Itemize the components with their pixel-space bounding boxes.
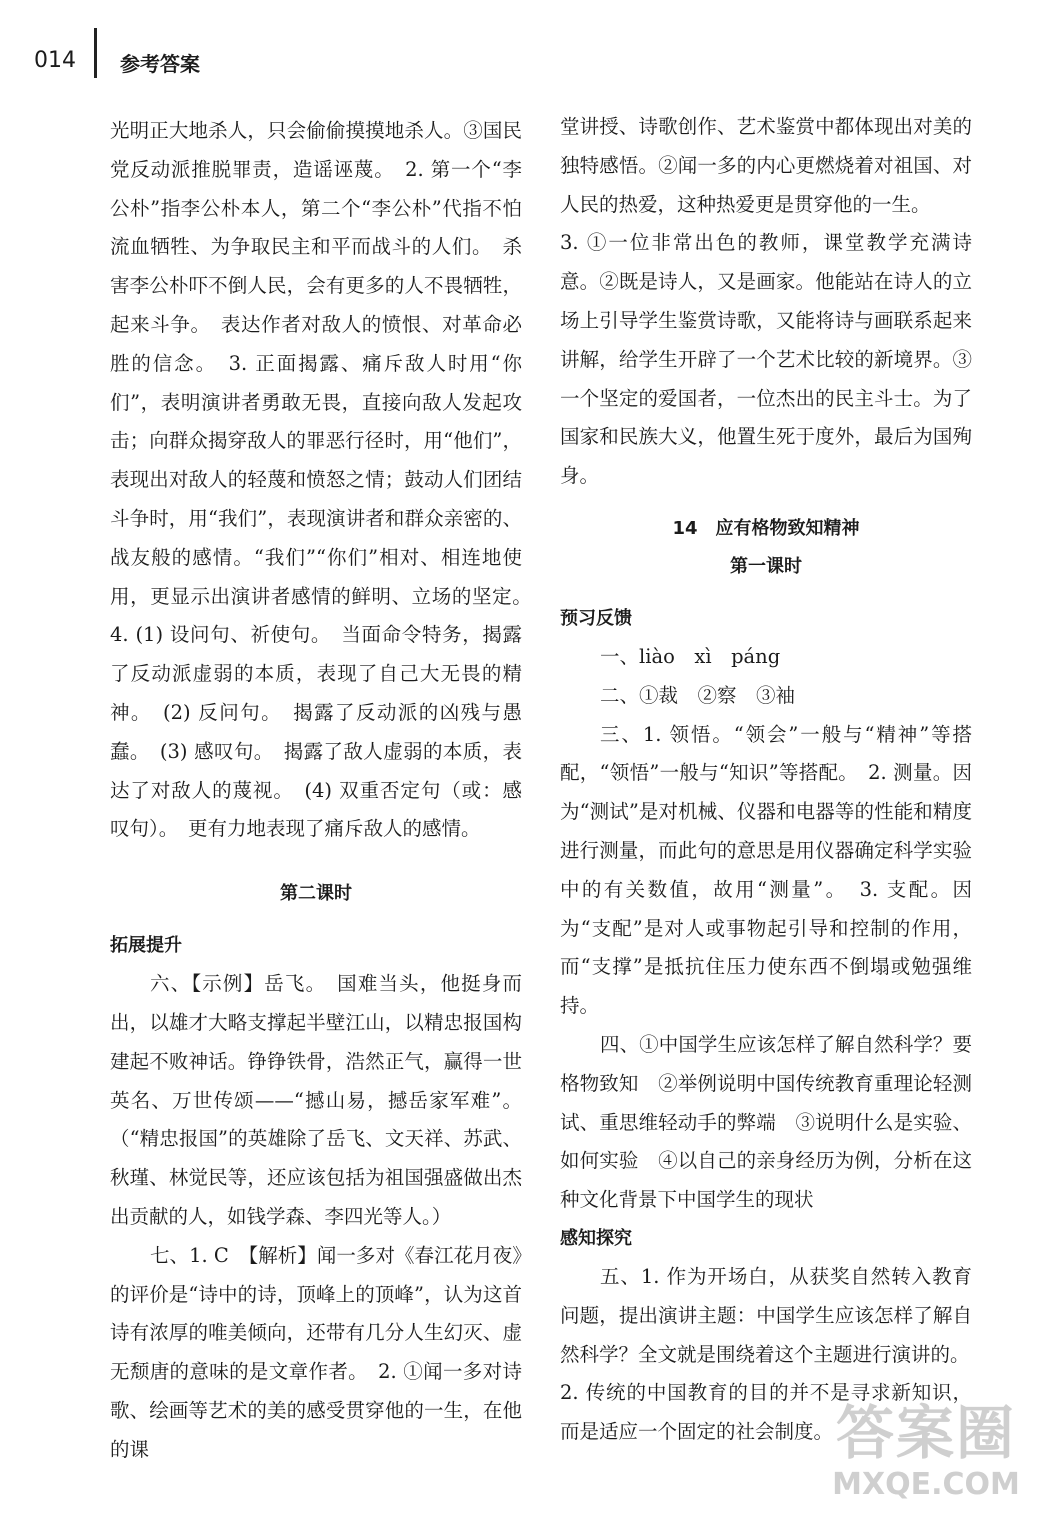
chapter-title: 14 应有格物致知精神 bbox=[672, 517, 860, 539]
preview-heading: 预习反馈 bbox=[560, 607, 632, 629]
answer-item-7-3: 3. ①一位非常出色的教师，课堂教学充满诗意。②既是诗人，又是画家。他能站在诗人的立场上引导学生鉴赏诗歌，又能将诗与画联系起来讲解，给学生开辟了一个艺术比较的新境界。③一个坚定的爱国者，一位杰出的民主斗士。为了国家和民族大义，他置生死于度外，最后为国殉身。 bbox=[560, 231, 972, 488]
header-divider bbox=[94, 28, 97, 78]
page-number: 014 bbox=[34, 48, 76, 73]
preview-item-1: 一、liào xì páng bbox=[600, 644, 781, 668]
explore-heading: 感知探究 bbox=[560, 1227, 632, 1249]
header-title: 参考答案 bbox=[120, 52, 200, 76]
lesson-2-title: 第二课时 bbox=[280, 883, 352, 905]
watermark-logo-text: 答案圈 bbox=[835, 1399, 1016, 1467]
answer-item-7: 七、1. C 【解析】闻一多对《春江花月夜》的评价是“诗中的诗，顶峰上的顶峰”，认为这首诗有浓厚的唯美倾向，还带有几分人生幻灭、虚无颓唐的意味的是文章作者。 2. ①闻一多对诗歌、绘画等艺术的美的感受贯穿他的一生，在他的课 bbox=[110, 1243, 522, 1461]
watermark-logo bbox=[826, 1398, 1026, 1518]
preview-item-4: 四、①中国学生应该怎样了解自然科学？要格物致知 ②举例说明中国传统教育重理论轻测试、重思维轻动手的弊端 ③说明什么是实验、如何实验 ④以自己的亲身经历为例，分析在这种文化背景下中国学生的现状 bbox=[560, 1032, 972, 1212]
answer-item-7-continued: 堂讲授、诗歌创作、艺术鉴赏中都体现出对美的独特感悟。②闻一多的内心更燃烧着对祖国、对人民的热爱，这种热爱更是贯穿他的一生。 bbox=[560, 115, 972, 216]
preview-item-3: 三、1. 领悟。“领会”一般与“精神”等搭配，“领悟”一般与“知识”等搭配。 2. 测量。因为“测试”是对机械、仪器和电器等的性能和精度进行测量，而此句的意思是用仪器确定科学实验中的有关数值，故用“测量”。 3. 支配。因为“支配”是对人或事物起引导和控制的作用，而“支撑”是抵抗住压力使东西不倒塌或勉强维持。 bbox=[560, 722, 972, 1018]
answer-item-6: 六、【示例】岳飞。 国难当头，他挺身而出，以雄才大略支撑起半壁江山，以精忠报国构建起不败神话。铮铮铁骨，浩然正气，赢得一世英名、万世传颂——“撼山易，撼岳家军难”。（“精忠报国”的英雄除了岳飞、文天祥、苏武、秋瑾、林觉民等，还应该包括为祖国强盛做出杰出贡献的人，如钱学森、李四光等人。） bbox=[110, 972, 522, 1228]
preview-item-2: 二、①裁 ②察 ③袖 bbox=[600, 683, 796, 707]
left-column bbox=[110, 112, 542, 1470]
right-column bbox=[560, 108, 972, 1452]
lesson-1-title: 第一课时 bbox=[730, 555, 802, 577]
extension-heading: 拓展提升 bbox=[110, 935, 182, 957]
answer-text-continued: 光明正大地杀人，只会偷偷摸摸地杀人。③国民党反动派推脱罪责，造谣诬蔑。 2. 第一个“李公朴”指李公朴本人，第二个“李公朴”代指不怕流血牺牲、为争取民主和平而战斗的人们。 杀害李公朴吓不倒人民，会有更多的人不畏牺牲，起来斗争。 表达作者对敌人的愤恨、对革命必胜的信念。 3. 正面揭露、痛斥敌人时用“你们”，表明演讲者勇敢无畏，直接向敌人发起攻击；向群众揭穿敌人的罪恶行径时，用“他们”，表现出对敌人的轻蔑和愤怒之情；鼓动人们团结斗争时，用“我们”，表现演讲者和群众亲密的、战友般的感情。“我们”“你们”相对、相连地使用，更显示出演讲者感情的鲜明、立场的坚定。 4. (1) 设问句、祈使句。 当面命令特务，揭露了反动派虚弱的本质，表现了自己大无畏的精神。 (2) 反问句。 揭露了反动派的凶残与愚蠢。 (3) 感叹句。 揭露了敌人虚弱的本质，表达了对敌人的蔑视。 (4) 双重否定句（或：感叹句）。 更有力地表现了痛斥敌人的感情。 bbox=[110, 119, 542, 841]
explore-item-5-2: 2. 传统的中国教育的目的并不是寻求新知识，而是适应一个固定的社会制度。 bbox=[560, 1381, 972, 1444]
explore-item-5: 五、1. 作为开场白，从获奖自然转入教育问题，提出演讲主题：中国学生应该怎样了解自然科学？全文就是围绕着这个主题进行演讲的。 bbox=[560, 1264, 972, 1366]
watermark-url: MXQE.COM bbox=[832, 1467, 1020, 1502]
